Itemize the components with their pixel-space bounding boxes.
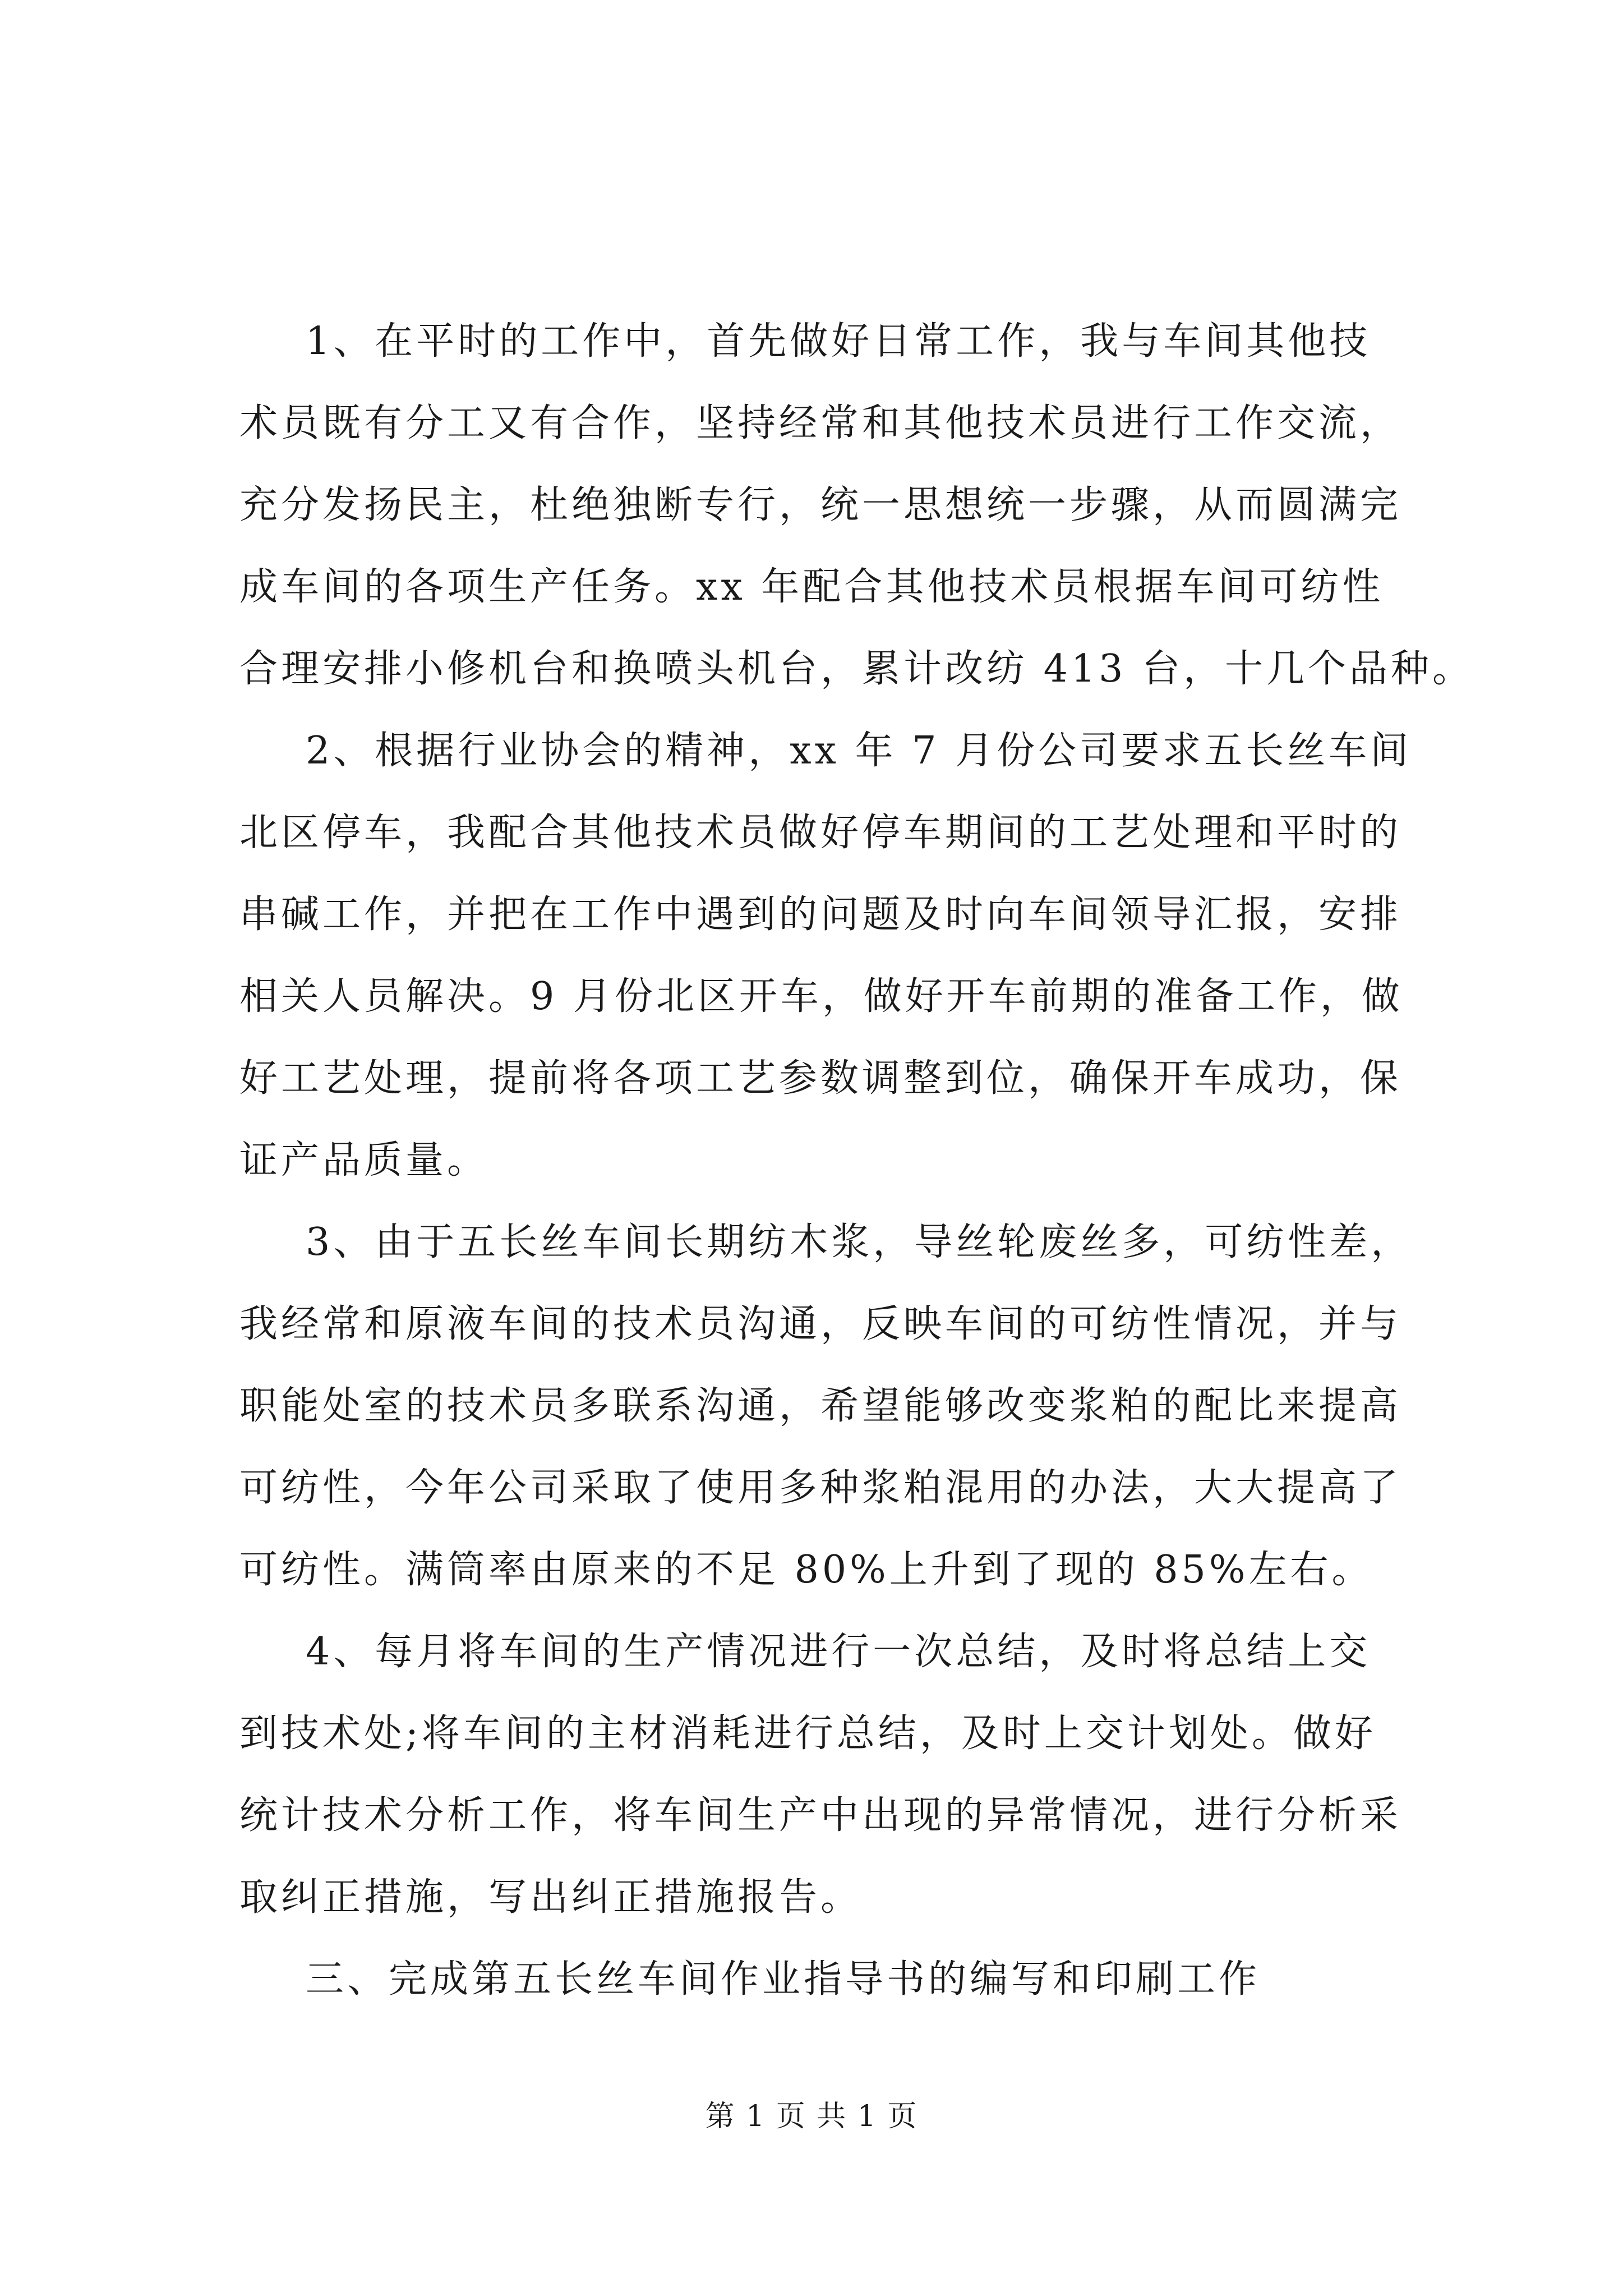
text-line: 4、每月将车间的生产情况进行一次总结，及时将总结上交: [306, 1630, 1371, 1674]
text-line: 职能处室的技术员多联系沟通，希望能够改变浆粕的配比来提高: [239, 1384, 1402, 1428]
document-body: [239, 301, 1474, 2021]
text-line: 2、根据行业协会的精神，xx 年 7 月份公司要求五长丝车间: [306, 729, 1412, 773]
text-line: 统计技术分析工作，将车间生产中出现的异常情况，进行分析采: [239, 1793, 1402, 1838]
text-line: 取纠正措施，写出纠正措施报告。: [239, 1875, 863, 1920]
section-heading: 三、完成第五长丝车间作业指导书的编写和印刷工作: [306, 1957, 1261, 2001]
text-line: 我经常和原液车间的技术员沟通，反映车间的可纺性情况，并与: [239, 1302, 1402, 1346]
text-line: 可纺性。满筒率由原来的不足 80%上升到了现的 85%左右。: [239, 1548, 1373, 1592]
text-line: 北区停车，我配合其他技术员做好停车期间的工艺处理和平时的: [239, 811, 1402, 855]
text-line: 好工艺处理，提前将各项工艺参数调整到位，确保开车成功，保: [239, 1056, 1402, 1101]
text-line: 相关人员解决。9 月份北区开车，做好开车前期的准备工作，做: [239, 974, 1403, 1019]
text-line: 充分发扬民主，杜绝独断专行，统一思想统一步骤，从而圆满完: [239, 483, 1402, 527]
text-line: 可纺性，今年公司采取了使用多种浆粕混用的办法，大大提高了: [239, 1466, 1402, 1510]
text-line: 1、在平时的工作中，首先做好日常工作，我与车间其他技: [306, 319, 1371, 364]
text-line: 合理安排小修机台和换喷头机台，累计改纺 413 台，十几个品种。: [239, 647, 1474, 691]
text-line: 3、由于五长丝车间长期纺木浆，导丝轮废丝多，可纺性差，: [306, 1220, 1413, 1264]
text-line: 到技术处;将车间的主材消耗进行总结，及时上交计划处。做好: [239, 1711, 1376, 1756]
text-line: 串碱工作，并把在工作中遇到的问题及时向车间领导汇报，安排: [239, 892, 1402, 937]
text-line: 证产品质量。: [239, 1138, 489, 1182]
text-line: 成车间的各项生产任务。xx 年配合其他技术员根据车间可纺性: [239, 565, 1384, 609]
page-footer: 第 1 页 共 1 页: [705, 2100, 918, 2133]
text-line: 术员既有分工又有合作，坚持经常和其他技术员进行工作交流，: [239, 401, 1402, 445]
